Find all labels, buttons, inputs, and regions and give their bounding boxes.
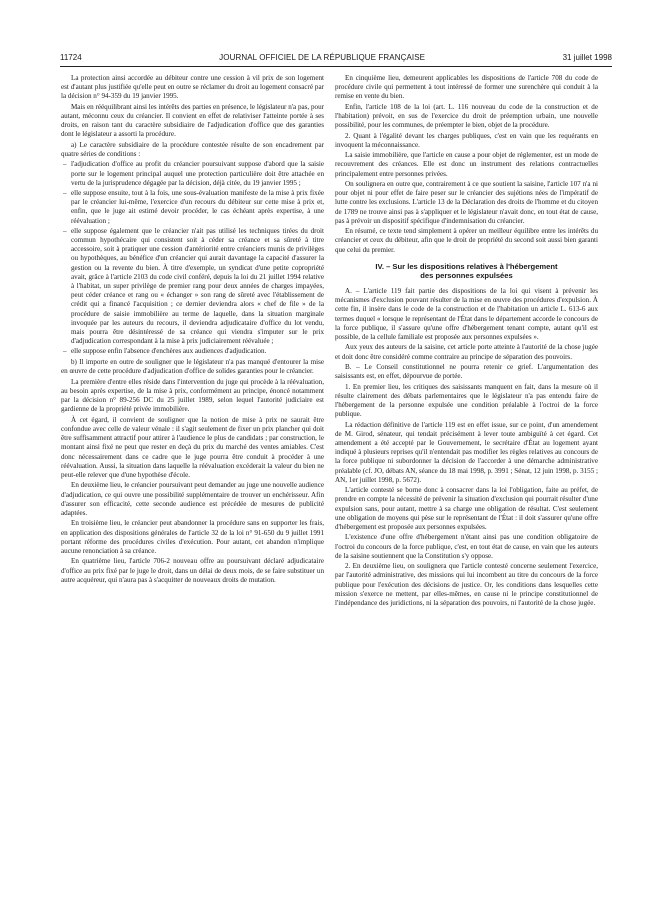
section-heading-line: des personnes expulsées (420, 271, 513, 281)
paragraph: En cinquième lieu, demeurent applicables les dispositions de l'article 708 du code de procédure civile qui permettent à tout intéressé de former une surenchère qui conduit à la remise en vente du bien. (335, 74, 598, 101)
paragraph: L'article contesté se borne donc à consacrer dans la loi l'obligation, faite au préfet, de prendre en compte la nécessité de prévenir la situation d'exclusion qui pourrait résulter d'une expulsion sans, pour autant, mettre à sa charge une obligation de résultat. C'est seulement une obligation de moyens qui pèse sur le représentant de l'État : il doit s'assurer qu'une offre d'hébergement est proposée aux personnes expulsées. (335, 486, 598, 531)
journal-title: JOURNAL OFFICIEL DE LA RÉPUBLIQUE FRANÇAISE (219, 52, 426, 62)
paragraph: 1. En premier lieu, les critiques des saisissants manquent en fait, dans la mesure où il résulte clairement des débats parlementaires que le législateur n'a pas entendu faire de l'hébergement de la personne expulsée une condition préalable à l'octroi de la force publique. (335, 382, 598, 419)
paragraph: La protection ainsi accordée au débiteur contre une cession à vil prix de son logement est d'autant plus justifiée qu'elle peut en outre se réclamer du droit au logement consacré par la décision n° 94-359 du 19 janvier 1995. (61, 74, 324, 101)
left-column (61, 74, 324, 586)
paragraph: En deuxième lieu, le créancier poursuivant peut demander au juge une nouvelle audience d'adjudication, ce qui ouvre une possibilité supplémentaire de trouver un enchérisseur. Afin d'assurer son efficacité, cette seconde audience est précédée de mesures de publicité adaptées. (61, 481, 324, 517)
paragraph: Aux yeux des auteurs de la saisine, cet article porte atteinte à l'autorité de la chose jugée et doit donc être considéré comme contraire au principe de séparation des pouvoirs. (335, 343, 598, 361)
section-heading-line: IV. – Sur les dispositions relatives à l'hébergement (375, 261, 558, 271)
page-number: 11724 (60, 52, 82, 62)
right-column (335, 74, 598, 609)
paragraph: a) Le caractère subsidiaire de la procédure contestée résulte de son encadrement par quatre séries de conditions : (61, 140, 324, 158)
paragraph: L'existence d'une offre d'hébergement n'étant ainsi pas une condition obligatoire de l'octroi du concours de la force publique, c'est, en tout état de cause, en vain que les auteurs de la saisine soutiennent que la Constitution s'y oppose. (335, 533, 598, 560)
page-header (60, 50, 612, 64)
conditions-list (61, 160, 324, 356)
paragraph: La saisie immobilière, que l'article en cause a pour objet de réglementer, est un mode de recouvrement des créances. Elle est donc un instrument des relations contractuelles principalement entre personnes privées. (335, 151, 598, 178)
paragraph: En quatrième lieu, l'article 706-2 nouveau offre au poursuivant déclaré adjudicataire d'office au prix fixé par le juge le droit, dans un délai de deux mois, de se faire substituer un autre acquéreur, qui n'aura pas à s'acquitter de nouveaux droits de mutation. (61, 557, 324, 584)
paragraph: Enfin, l'article 108 de la loi (art. L. 116 nouveau du code de la construction et de l'habitation) prévoit, en sus de l'exercice du droit de préemption urbain, une nouvelle possibilité, pour les communes, de préempter le bien, objet de la procédure. (335, 102, 598, 130)
list-item: – elle suppose également que le créancier n'ait pas utilisé les techniques tirées du droit commun hypothécaire qui consistent soit à céder sa créance et sa sûreté à titre accessoire, soit à pratiquer une cession d'antériorité entre créanciers munis de privilèges ou hypothèques, au bénéfice d'un créancier qui aurait davantage la capacité d'assurer la gestion ou la revente du bien. À titre d'exemple, un syndicat d'une petite copropriété avait, grâce à l'article 2103 du code civil conféré, depuis la loi du 21 juillet 1994 relative à l'habitat, un super privilège de premier rang pour deux années de charges impayées, peut céder créance et rang ou « échanger » son rang de sûreté avec l'établissement de crédit qui a financé l'acquisition ; ce dernier deviendra alors « chef de file » de la procédure de saisie immobilière au terme de laquelle, dans la situation marginale invoquée par les auteurs du recours, il deviendra adjudicataire d'office du lot vendu, mais pourra être désintéressé de sa créance qui viendra s'imputer sur le prix d'adjudication correspondant à la mise à prix judiciairement réévaluée ; (71, 227, 324, 347)
paragraph: 2. En deuxième lieu, on soulignera que l'article contesté concerne seulement l'exercice, par l'autorité administrative, des missions qui lui incombent au titre du concours de la force publique pour l'exécution des décisions de justice. Or, les conditions dans lesquelles cette mission s'exerce ne mettent, par elles-mêmes, en cause ni le principe constitutionnel de l'indépendance des juridictions, ni la séparation des pouvoirs, ni l'autorité de la chose jugée. (335, 562, 598, 607)
paragraph: B. – Le Conseil constitutionnel ne pourra retenir ce grief. L'argumentation des saisissants est, en effet, dépourvue de portée. (335, 362, 598, 381)
paragraph: La rédaction définitive de l'article 119 est en effet issue, sur ce point, d'un amendement de M. Girod, sénateur, qui tendait précisément à lever toute ambiguïté à cet égard. Cet amendement a été accepté par le Gouvernement, le secrétaire d'État au logement ayant indiqué à plusieurs reprises qu'il n'entendait pas modifier les règles relatives au concours de la force publique ni subordonner la décision de l'accorder à une démarche administrative préalable (cf. JO, débats AN, séance du 18 mai 1998, p. 3991 ; Sénat, 12 juin 1998, p. 3155 ; AN, 1er juillet 1998, p. 5672). (335, 420, 599, 484)
paragraph: b) Il importe en outre de souligner que le législateur n'a pas manqué d'entourer la mise en œuvre de cette procédure d'adjudication d'office de solides garanties pour le créancier. (61, 358, 324, 376)
list-item: – l'adjudication d'office au profit du créancier poursuivant suppose d'abord que la saisie porte sur le logement principal auquel une protection particulière doit être attachée en vertu de la jurisprudence dégagée par la décision, déjà citée, du 19 janvier 1995 ; (71, 160, 324, 188)
header-rule (60, 66, 612, 67)
list-item: – elle suppose enfin l'absence d'enchères aux audiences d'adjudication. (71, 347, 324, 356)
list-item: – elle suppose ensuite, tout à la fois, une sous-évaluation manifeste de la mise à prix fixée par le créancier lui-même, l'exercice d'un recours du débiteur sur cette mise à prix et, enfin, que le juge ait estimé devoir procéder, le cas échéant après expertise, à une réévaluation ; (71, 189, 324, 226)
paragraph: La première d'entre elles réside dans l'intervention du juge qui procède à la réévaluation, au besoin après expertise, de la mise à prix, conformément au principe, énoncé notamment par la décision n° 89-256 DC du 25 juillet 1989, selon lequel l'autorité judiciaire est gardienne de la propriété privée immobilière. (61, 377, 324, 414)
paragraph: 2. Quant à l'égalité devant les charges publiques, c'est en vain que les requérants en invoquent la méconnaissance. (335, 131, 598, 149)
paragraph: À cet égard, il convient de souligner que la notion de mise à prix ne saurait être confondue avec celle de valeur vénale : il s'agit seulement de fixer un prix plancher qui doit être suffisamment attractif pour attirer à l'audience le plus de candidats ; par construction, le montant ainsi fixé ne peut que rester en deçà du prix du marché des ventes amiables. C'est donc nécessairement dans ce cadre que le juge pourra être conduit à procéder à une réévaluation. Aussi, la situation dans laquelle la réévaluation excéderait la valeur du bien ne peut-elle relever que d'une hypothèse d'école. (61, 415, 324, 479)
paragraph: En résumé, ce texte tend simplement à opérer un meilleur équilibre entre les intérêts du créancier et ceux du débiteur, afin que le droit de propriété du second soit aussi bien garanti que celui du premier. (335, 227, 598, 254)
issue-date: 31 juillet 1998 (562, 52, 612, 62)
section-heading (335, 262, 598, 281)
paragraph: On soulignera en outre que, contrairement à ce que soutient la saisine, l'article 107 n'a ni pour objet ni pour effet de faire peser sur le créancier des sujétions nées de l'impératif de lutte contre les exclusions. L'article 13 de la Déclaration des droits de l'homme et du citoyen de 1789 ne trouve ainsi pas à s'appliquer et le législateur n'avait donc, en tout état de cause, pas à prévoir un dispositif spécifique d'indemnisation du créancier. (335, 179, 598, 225)
paragraph: Mais en rééquilibrant ainsi les intérêts des parties en présence, le législateur n'a pas, pour autant, méconnu ceux du créancier. Il convient en effet de relativiser l'atteinte portée à ses droits, en raison tant du caractère subsidiaire de l'adjudication d'office que des garanties dont le législateur a assorti la procédure. (61, 102, 324, 139)
paragraph: En troisième lieu, le créancier peut abandonner la procédure sans en supporter les frais, en application des dispositions générales de l'article 32 de la loi n° 91-650 du 9 juillet 1991 portant réforme des procédures civiles d'exécution. Pour autant, cet abandon n'implique aucune renonciation à sa créance. (61, 519, 324, 555)
paragraph: A. – L'article 119 fait partie des dispositions de la loi qui visent à prévenir les mécanismes d'exclusion pouvant résulter de la mise en œuvre des procédures d'expulsion. À cette fin, il insère dans le code de la construction et de l'habitation un article L. 613-6 aux termes duquel « lorsque le représentant de l'État dans le département accorde le concours de la force publique, il s'assure qu'une offre d'hébergement tenant compte, autant qu'il est possible, de la cellule familiale est proposée aux personnes expulsées ». (335, 286, 598, 341)
